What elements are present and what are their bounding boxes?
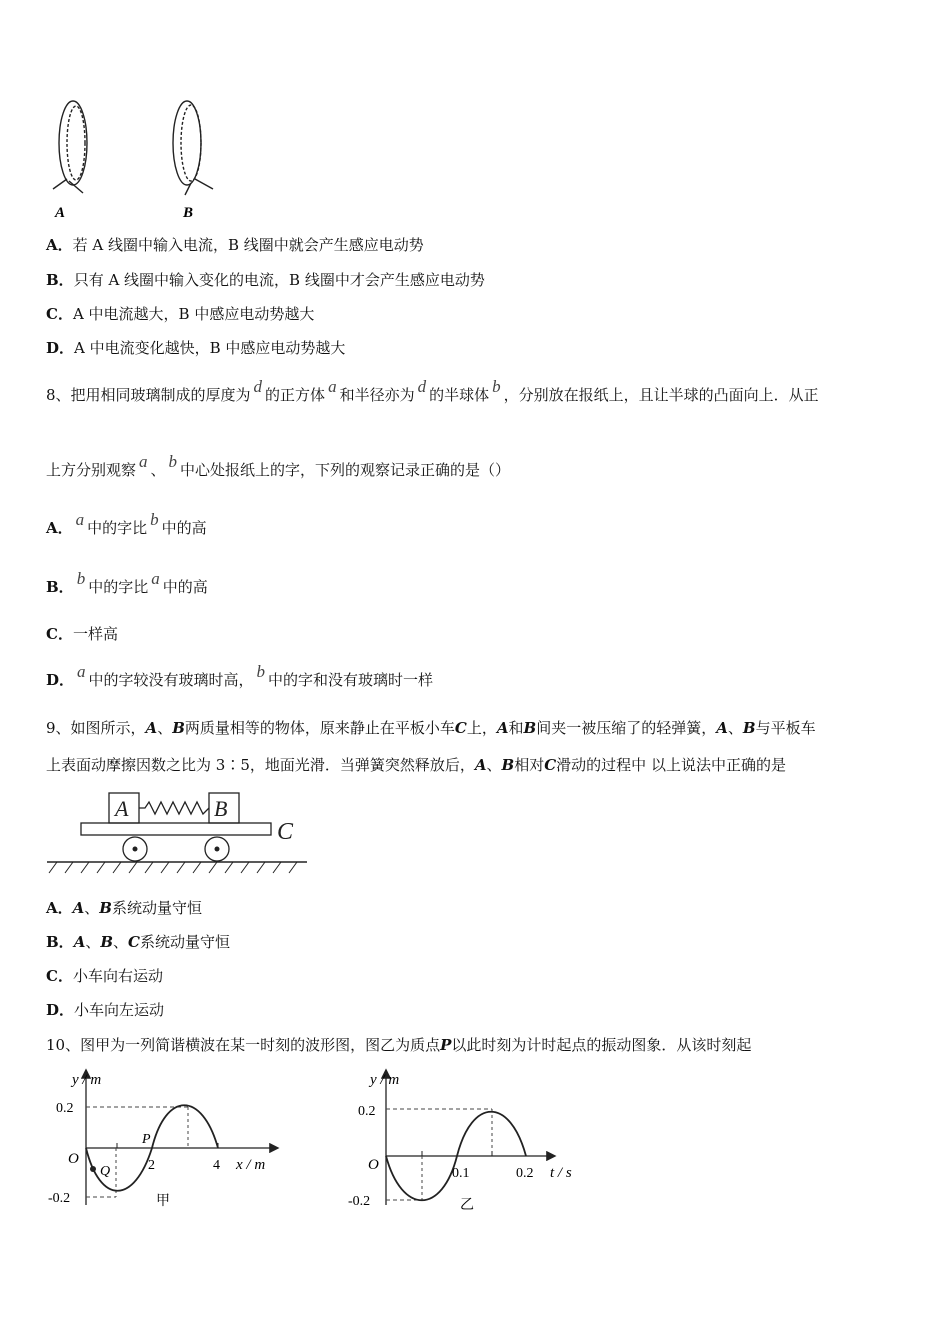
q9-option-c[interactable]: C．小车向右运动 xyxy=(46,967,163,985)
ground-hatching xyxy=(49,862,297,873)
wave-graph-jia xyxy=(42,1065,302,1215)
q9-option-d[interactable]: D．小车向左运动 xyxy=(46,1001,165,1019)
svg-text:甲: 甲 xyxy=(156,1194,170,1209)
coil-a-label: A xyxy=(55,205,66,221)
q8-option-d[interactable]: D． a 中的字较没有玻璃时高， b 中的字和没有玻璃时一样 xyxy=(46,662,434,689)
q8-stem-line2: 上方分别观察 a 、 b 中心处报纸上的字，下列的观察记录正确的是（） xyxy=(46,452,511,479)
q8-option-a[interactable]: A． a 中的字比 b 中的高 xyxy=(46,510,207,537)
coils-figure xyxy=(45,95,235,225)
svg-text:0.2: 0.2 xyxy=(358,1104,376,1119)
q7-option-b[interactable]: B．只有 A 线圈中输入变化的电流，B 线圈中才会产生感应电动势 xyxy=(46,271,485,289)
svg-text:x / m: x / m xyxy=(236,1157,266,1173)
svg-text:0.2: 0.2 xyxy=(56,1101,74,1116)
svg-text:y / m: y / m xyxy=(370,1072,400,1088)
svg-text:0.2: 0.2 xyxy=(516,1166,534,1181)
point-q xyxy=(90,1166,96,1172)
q9-option-b[interactable]: B．A、B、C系统动量守恒 xyxy=(46,933,231,951)
svg-text:P: P xyxy=(142,1132,151,1147)
cart-c-label: C xyxy=(277,819,294,845)
block-a-label: A xyxy=(115,796,129,821)
spring xyxy=(139,802,209,814)
cart-plate xyxy=(81,823,271,835)
svg-text:0.1: 0.1 xyxy=(452,1166,470,1181)
q9-option-a[interactable]: A．A、B系统动量守恒 xyxy=(46,899,202,917)
svg-text:-0.2: -0.2 xyxy=(48,1191,71,1206)
svg-text:O: O xyxy=(68,1151,79,1167)
q7-option-d[interactable]: D．A 中电流变化越快，B 中感应电动势越大 xyxy=(46,339,346,357)
svg-text:4: 4 xyxy=(213,1158,220,1173)
svg-text:t / s: t / s xyxy=(550,1165,572,1181)
q9-stem-line1: 9、如图所示，A、B两质量相等的物体，原来静止在平板小车C上，A和B间夹一被压缩了的轻弹簧，A、B与平板车 xyxy=(46,719,816,737)
coil-b xyxy=(173,101,213,195)
svg-text:2: 2 xyxy=(148,1158,155,1173)
q9-stem-line2: 上表面动摩擦因数之比为 3∶5，地面光滑．当弹簧突然释放后，A、B相对C滑动的过程中 以上说法中正确的是 xyxy=(46,756,786,774)
q7-option-c[interactable]: C．A 中电流越大，B 中感应电动势越大 xyxy=(46,305,315,323)
q8-option-c[interactable]: C．一样高 xyxy=(46,625,118,643)
svg-text:乙: 乙 xyxy=(460,1198,474,1213)
coil-a xyxy=(53,101,87,193)
cart-spring-figure xyxy=(45,785,315,885)
q10-stem: 10、图甲为一列简谐横波在某一时刻的波形图，图乙为质点P以此时刻为计时起点的振动图象．从该时刻起 xyxy=(46,1036,752,1054)
vibration-graph-yi xyxy=(342,1065,592,1215)
q8-stem-line1: 8、把用相同玻璃制成的厚度为 d 的正方体 a 和半径亦为 d 的半球体 b ，分别放在报纸上，且让半球的凸面向上．从正 xyxy=(46,377,819,404)
svg-text:Q: Q xyxy=(100,1164,111,1179)
svg-text:-0.2: -0.2 xyxy=(348,1194,371,1209)
coil-b-label: B xyxy=(183,205,194,221)
svg-text:O: O xyxy=(368,1157,379,1173)
svg-text:y / m: y / m xyxy=(72,1072,102,1088)
q7-option-a[interactable]: A．若 A 线圈中输入电流，B 线圈中就会产生感应电动势 xyxy=(46,236,424,254)
block-b-label: B xyxy=(214,796,228,821)
q8-option-b[interactable]: B． b 中的字比 a 中的高 xyxy=(46,569,208,596)
